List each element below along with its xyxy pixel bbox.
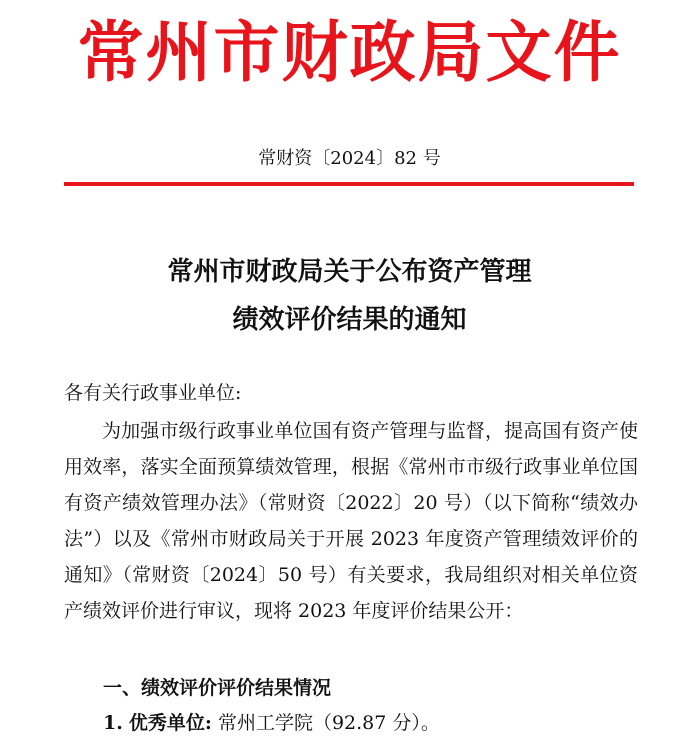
item-number: 1. xyxy=(103,712,123,734)
item-value: 常州工学院（92.87 分）。 xyxy=(217,712,440,734)
list-item-excellent-unit xyxy=(103,705,440,741)
body-paragraph: 为加强市级行政事业单位国有资产管理与监督，提高国有资产使用效率，落实全面预算绩效管理，根据《常州市市级行政事业单位国有资产绩效管理办法》（常财资〔2022〕20 号）（以下简称“绩效办法”）以及《常州市财政局关于开展 2023 年度资产管理绩效评价的通知》（常财资〔2024〕50 号）有关要求，我局组织对相关单位资产绩效评价进行审议，现将 2023 年度评价结果公开： xyxy=(64,420,638,622)
item-label: 优秀单位 xyxy=(128,712,205,734)
section-heading-1: 一、绩效评价评价结果情况 xyxy=(103,677,332,699)
item-colon: : xyxy=(204,712,212,734)
document-number: 常财资〔2024〕82 号 xyxy=(258,148,441,169)
masthead-title: 常州市财政局文件 xyxy=(77,13,622,91)
notice-title-line-2: 绩效评价结果的通知 xyxy=(232,305,467,335)
notice-title-line-1: 常州市财政局关于公布资产管理 xyxy=(167,257,532,287)
red-divider-line xyxy=(64,182,634,186)
salutation: 各有关行政事业单位: xyxy=(64,382,242,404)
